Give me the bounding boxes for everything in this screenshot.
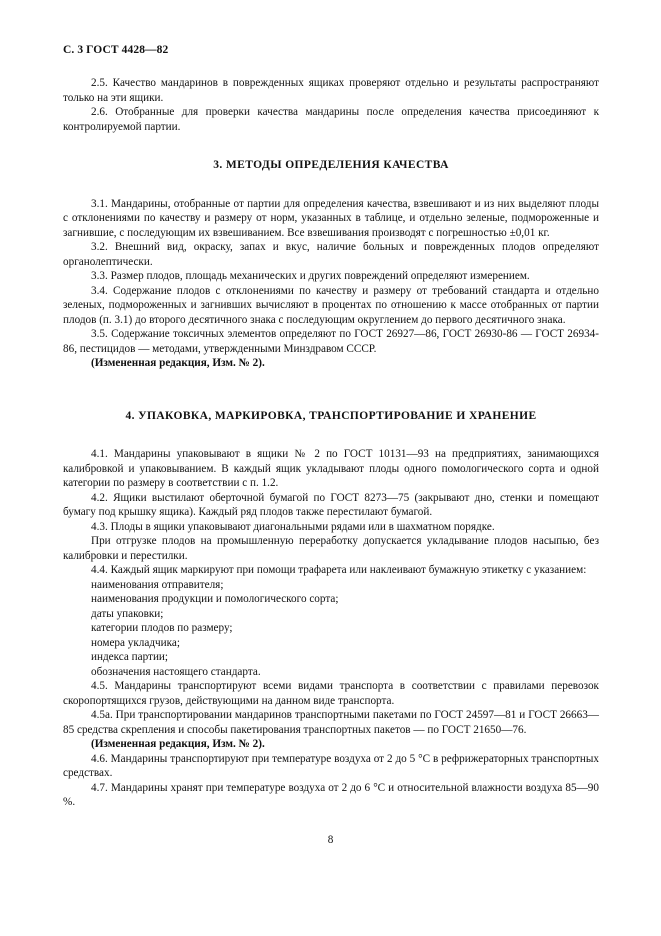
paragraph-3-1: 3.1. Мандарины, отобранные от партии для определения качества, взвешивают и из них выделяют плоды с отклонениями по качеству и размеру от норм, указанных в таблице, и отдельно зеленые, подмороженные и загнившие, с последующим их взвешиванием. Все взвешивания производят с погрешностью ±0,01 кг. bbox=[63, 197, 599, 239]
paragraph-3-3: 3.3. Размер плодов, площадь механических и других повреждений определяют измерением. bbox=[91, 270, 530, 282]
list-item: наименования продукции и помологического сорта; bbox=[91, 593, 339, 605]
page-header: С. 3 ГОСТ 4428—82 bbox=[63, 44, 169, 56]
paragraph-2-5: 2.5. Качество мандаринов в поврежденных ящиках проверяют отдельно и результаты распространяют только на эти ящики. bbox=[63, 77, 599, 104]
paragraph-3-4: 3.4. Содержание плодов с отклонениями по качеству и размеру от требований стандарта и отдельно зеленых, подмороженных и загнивших вычисляют в процентах по отношению к массе отобранных от партии плодов (п. 3.1) до второго десятичного знака с последующим округлением до первого десятичного знака. bbox=[63, 284, 599, 326]
edit-note-section-4: (Измененная редакция, Изм. № 2). bbox=[91, 738, 265, 750]
section-3-title: 3. МЕТОДЫ ОПРЕДЕЛЕНИЯ КАЧЕСТВА bbox=[213, 159, 449, 171]
paragraph-4-7: 4.7. Мандарины хранят при температуре воздуха от 2 до 6 °С и относительной влажности воздуха 85—90 %. bbox=[63, 781, 599, 808]
paragraph-4-4: 4.4. Каждый ящик маркируют при помощи трафарета или наклеивают бумажную этикетку с указанием: bbox=[91, 564, 587, 576]
paragraph-4-3-continued: При отгрузке плодов на промышленную переработку допускается укладывание плодов насыпью, без калибровки и перестилки. bbox=[63, 535, 599, 562]
paragraph-3-2: 3.2. Внешний вид, окраску, запах и вкус, наличие больных и поврежденных плодов определяют органолептически. bbox=[63, 241, 599, 268]
list-item: обозначения настоящего стандарта. bbox=[91, 665, 261, 678]
page-number: 8 bbox=[327, 834, 334, 846]
edit-note-section-3: (Измененная редакция, Изм. № 2). bbox=[91, 357, 265, 369]
paragraph-4-6: 4.6. Мандарины транспортируют при температуре воздуха от 2 до 5 °С в рефрижераторных транспортных средствах. bbox=[63, 752, 599, 779]
list-item: категории плодов по размеру; bbox=[91, 622, 233, 634]
paragraph-3-5: 3.5. Содержание токсичных элементов определяют по ГОСТ 26927—86, ГОСТ 26930-86 — ГОСТ 26934-86, пестицидов — методами, утвержденными Минздравом СССР. bbox=[63, 328, 599, 355]
list-item: наименования отправителя; bbox=[91, 578, 224, 591]
paragraph-4-2: 4.2. Ящики выстилают оберточной бумагой по ГОСТ 8273—75 (закрывают дно, стенки и помещают бумагу под крышку ящика). Каждый ряд плодов также перестилают бумагой. bbox=[63, 491, 599, 518]
paragraph-4-5a: 4.5а. При транспортировании мандаринов транспортными пакетами по ГОСТ 24597—81 и ГОСТ 26663—85 средства скрепления и способы пакетирования транспортных пакетов — по ГОСТ 21650—76. bbox=[63, 709, 599, 736]
document-body bbox=[63, 76, 599, 810]
list-item: номера укладчика; bbox=[91, 636, 180, 649]
list-item: индекса партии; bbox=[91, 651, 169, 663]
paragraph-4-1: 4.1. Мандарины упаковывают в ящики № 2 по ГОСТ 10131—93 на предприятиях, занимающихся калибровкой и упаковыванием. В каждый ящик укладывают плоды одного помологического сорта и одной категории по размеру в соответствии с п. 1.2. bbox=[63, 448, 599, 489]
list-item: даты упаковки; bbox=[91, 607, 164, 620]
paragraph-4-3: 4.3. Плоды в ящики упаковывают диагональными рядами или в шахматном порядке. bbox=[91, 520, 495, 533]
section-4-title: 4. УПАКОВКА, МАРКИРОВКА, ТРАНСПОРТИРОВАНИЕ И ХРАНЕНИЕ bbox=[125, 409, 537, 422]
paragraph-4-5: 4.5. Мандарины транспортируют всеми видами транспорта в соответствии с правилами перевозок скоропортящихся грузов, действующими на данном виде транспорта. bbox=[63, 680, 599, 707]
paragraph-2-6: 2.6. Отобранные для проверки качества мандарины после определения качества присоединяют к контролируемой партии. bbox=[63, 106, 599, 133]
